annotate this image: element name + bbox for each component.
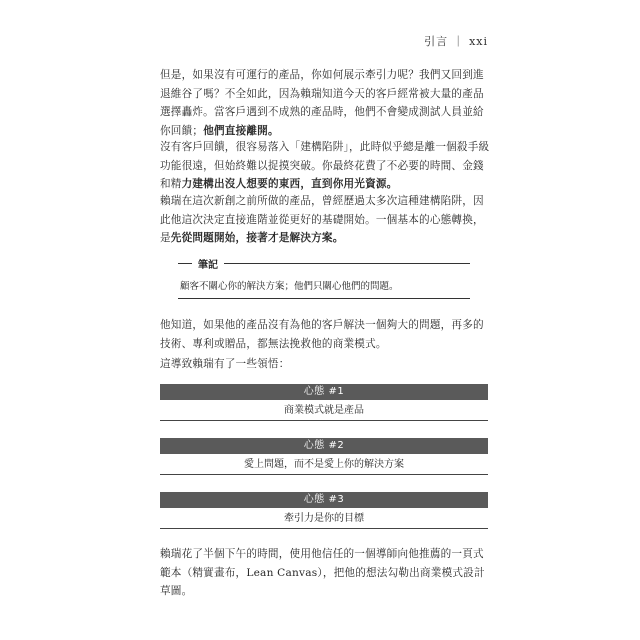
note-bottom-rule <box>178 298 470 299</box>
note-label: 筆記 <box>192 256 224 271</box>
paragraph-4: 他知道，如果他的產品沒有為他的客戶解決一個夠大的問題，再多的技術、專利或贈品，都無法挽救他的商業模式。 <box>160 319 484 350</box>
note-text: 顧客不關心你的解決方案；他們只關心他們的問題。 <box>180 281 399 292</box>
mindset-2 <box>160 438 488 475</box>
mindset-1 <box>160 384 488 421</box>
paragraph-2 <box>160 138 490 194</box>
paragraph-1-emphasis: 他們直接離開。 <box>203 124 279 137</box>
paragraph-6: 賴瑞花了半個下午的時間，使用他信任的一個導師向他推薦的一頁式範本（精實畫布，Lean Canvas），把他的想法勾勒出商業模式設計草圖。 <box>160 548 485 597</box>
mindset-3 <box>160 492 488 529</box>
mindset-2-text: 愛上問題，而不是愛上你的解決方案 <box>160 454 488 475</box>
paragraph-3-emphasis: 先從問題開始，接著才是解決方案。 <box>170 232 344 244</box>
note-box <box>178 258 470 302</box>
mindset-2-title: 心態 #2 <box>160 438 488 454</box>
paragraph-1 <box>160 66 490 140</box>
paragraph-2-text: 沒有客戶回饋，很容易落入「建構陷阱」，此時似乎總是離一個殺手級功能很遠，但始終難以捉摸突破。你最終花費了不必要的時間、金錢和精 <box>160 141 490 190</box>
paragraph-3-text: 賴瑞在這次新創之前所做的產品，曾經歷過太多次這種建構陷阱，因此他這次決定直接進階並從更好的基礎開始。一個基本的心態轉換，是 <box>160 195 484 244</box>
mindset-1-title: 心態 #1 <box>160 384 488 400</box>
mindset-3-text: 牽引力是你的目標 <box>160 508 488 529</box>
paragraph-5: 這導致賴瑞有了一些領悟： <box>160 358 290 370</box>
paragraph-1-text: 但是，如果沒有可運行的產品，你如何展示牽引力呢？我們又回到進退維谷了嗎？不全如此，因為賴瑞知道今天的客戶經常被大量的產品選擇轟炸。當客戶遇到不成熟的產品時，他們不會變成測試人員並給你回饋； <box>160 69 484 137</box>
paragraph-3 <box>160 192 490 248</box>
running-header: 引言 ｜ xxi <box>424 35 488 48</box>
paragraph-2-emphasis: 力建構出沒人想要的東西，直到你用光資源。 <box>181 178 398 190</box>
mindset-1-text: 商業模式就是產品 <box>160 400 488 421</box>
mindset-3-title: 心態 #3 <box>160 492 488 508</box>
